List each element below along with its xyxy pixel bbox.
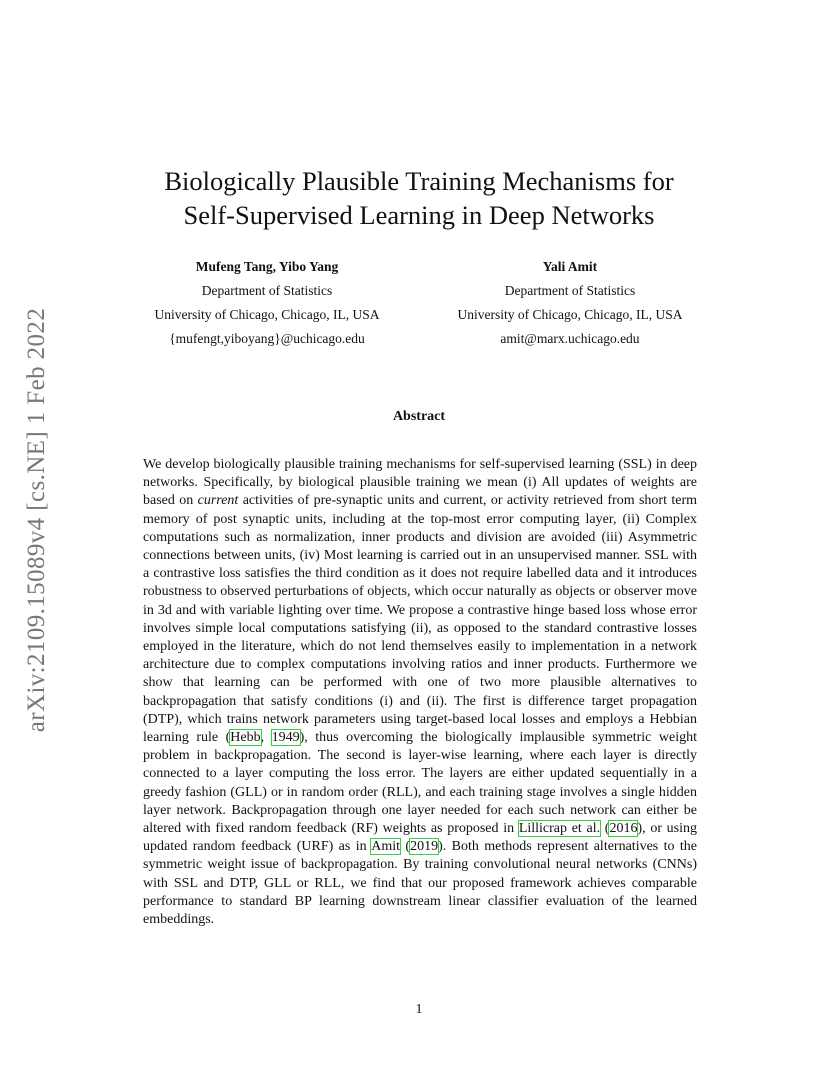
abstract-text-part-1: We develop biologically plausible training mechanisms for self-supervised learning (SSL) in deep networks. Specifically, by biological plausible training we mean (i) All updates of weights are based on — [143, 457, 697, 509]
abstract-emphasis-current: current — [197, 493, 239, 509]
author-names: Mufeng Tang, Yibo Yang — [195, 259, 339, 274]
abstract-heading: Abstract — [392, 409, 446, 424]
citation-open-paren: ( — [600, 821, 610, 837]
arxiv-identifier-stamp — [22, 290, 52, 750]
abstract-body — [143, 456, 697, 929]
paper-title-line-2: Self-Supervised Learning in Deep Networks — [183, 200, 655, 230]
author-block-right — [428, 255, 712, 351]
citation-link-lillicrap-name[interactable]: Lillicrap et al. — [518, 821, 601, 837]
citation-link-amit-name[interactable]: Amit — [371, 839, 401, 855]
author-affiliation: University of Chicago, Chicago, IL, USA — [154, 307, 380, 322]
citation-separator: , — [260, 730, 272, 746]
abstract-text-part-5: ). Both methods represent alternatives to the symmetric weight issue of backpropagation. By training convolutional neural networks (CNNs) with SSL and DTP, GLL or RLL, we find that our proposed framework achieves comparable performance to standard BP learning downstream linear classifier evaluation of the learned embeddings. — [143, 839, 697, 928]
arxiv-identifier-text: arXiv:2109.15089v4 [cs.NE] 1 Feb 2022 — [23, 307, 50, 733]
author-department: Department of Statistics — [201, 283, 333, 298]
citation-link-hebb-name[interactable]: Hebb — [230, 730, 261, 746]
author-names: Yali Amit — [542, 259, 598, 274]
author-department: Department of Statistics — [504, 283, 636, 298]
abstract-text-part-2: activities of pre-synaptic units and current, or activity retrieved from short term memory of post synaptic units, including at the top-most error computing layer, (ii) Complex computations such as normalization, inner products and division are avoided (iii) Asymmetric connections between units, (iv) Most learning is carried out in an unsupervised manner. SSL with a contrastive loss satisfies the third condition as it does not require labelled data and it introduces robustness to observed perturbations of objects, which occur naturally as objects or observer move in 3d and with variable lighting over time. We propose a contrastive hinge based loss whose error involves simple local computations satisfying (ii), as opposed to the standard contrastive losses employed in the literature, which do not lend themselves easily to implementation in a network architecture due to complex computations involving ratios and inner products. Furthermore we show that learning can be performed with one of two more plausible alternatives to backpropagation that satisfy conditions (i) and (ii). The first is difference target propagation (DTP), which trains network parameters using target-based local losses and employs a Hebbian learning rule ( — [143, 493, 697, 746]
citation-link-amit-year[interactable]: 2019 — [410, 839, 439, 855]
page-number: 1 — [415, 1002, 423, 1017]
author-block-left — [122, 255, 412, 351]
citation-link-hebb-year[interactable]: 1949 — [271, 730, 300, 746]
paper-title — [80, 164, 758, 232]
author-affiliation: University of Chicago, Chicago, IL, USA — [457, 307, 683, 322]
abstract-paragraph — [143, 456, 697, 929]
abstract-text-part-4: ), or using updated random feedback (URF) as in — [143, 821, 698, 855]
citation-link-lillicrap-year[interactable]: 2016 — [609, 821, 638, 837]
citation-open-paren: ( — [400, 839, 411, 855]
paper-title-line-1: Biologically Plausible Training Mechanisms for — [164, 166, 674, 196]
author-email: amit@marx.uchicago.edu — [500, 331, 640, 346]
abstract-text-part-3: ), thus overcoming the biologically implausible symmetric weight problem in backpropagation. The second is layer-wise learning, where each layer is directly connected to a layer computing the loss error. The layers are either updated sequentially in a greedy fashion (GLL) or in random order (RLL), and each training stage involves a single hidden layer network. Backpropagation through one layer needed for each such network can either be altered with fixed random feedback (RF) weights as proposed in — [143, 730, 697, 837]
author-email: {mufengt,yiboyang}@uchicago.edu — [169, 331, 365, 346]
